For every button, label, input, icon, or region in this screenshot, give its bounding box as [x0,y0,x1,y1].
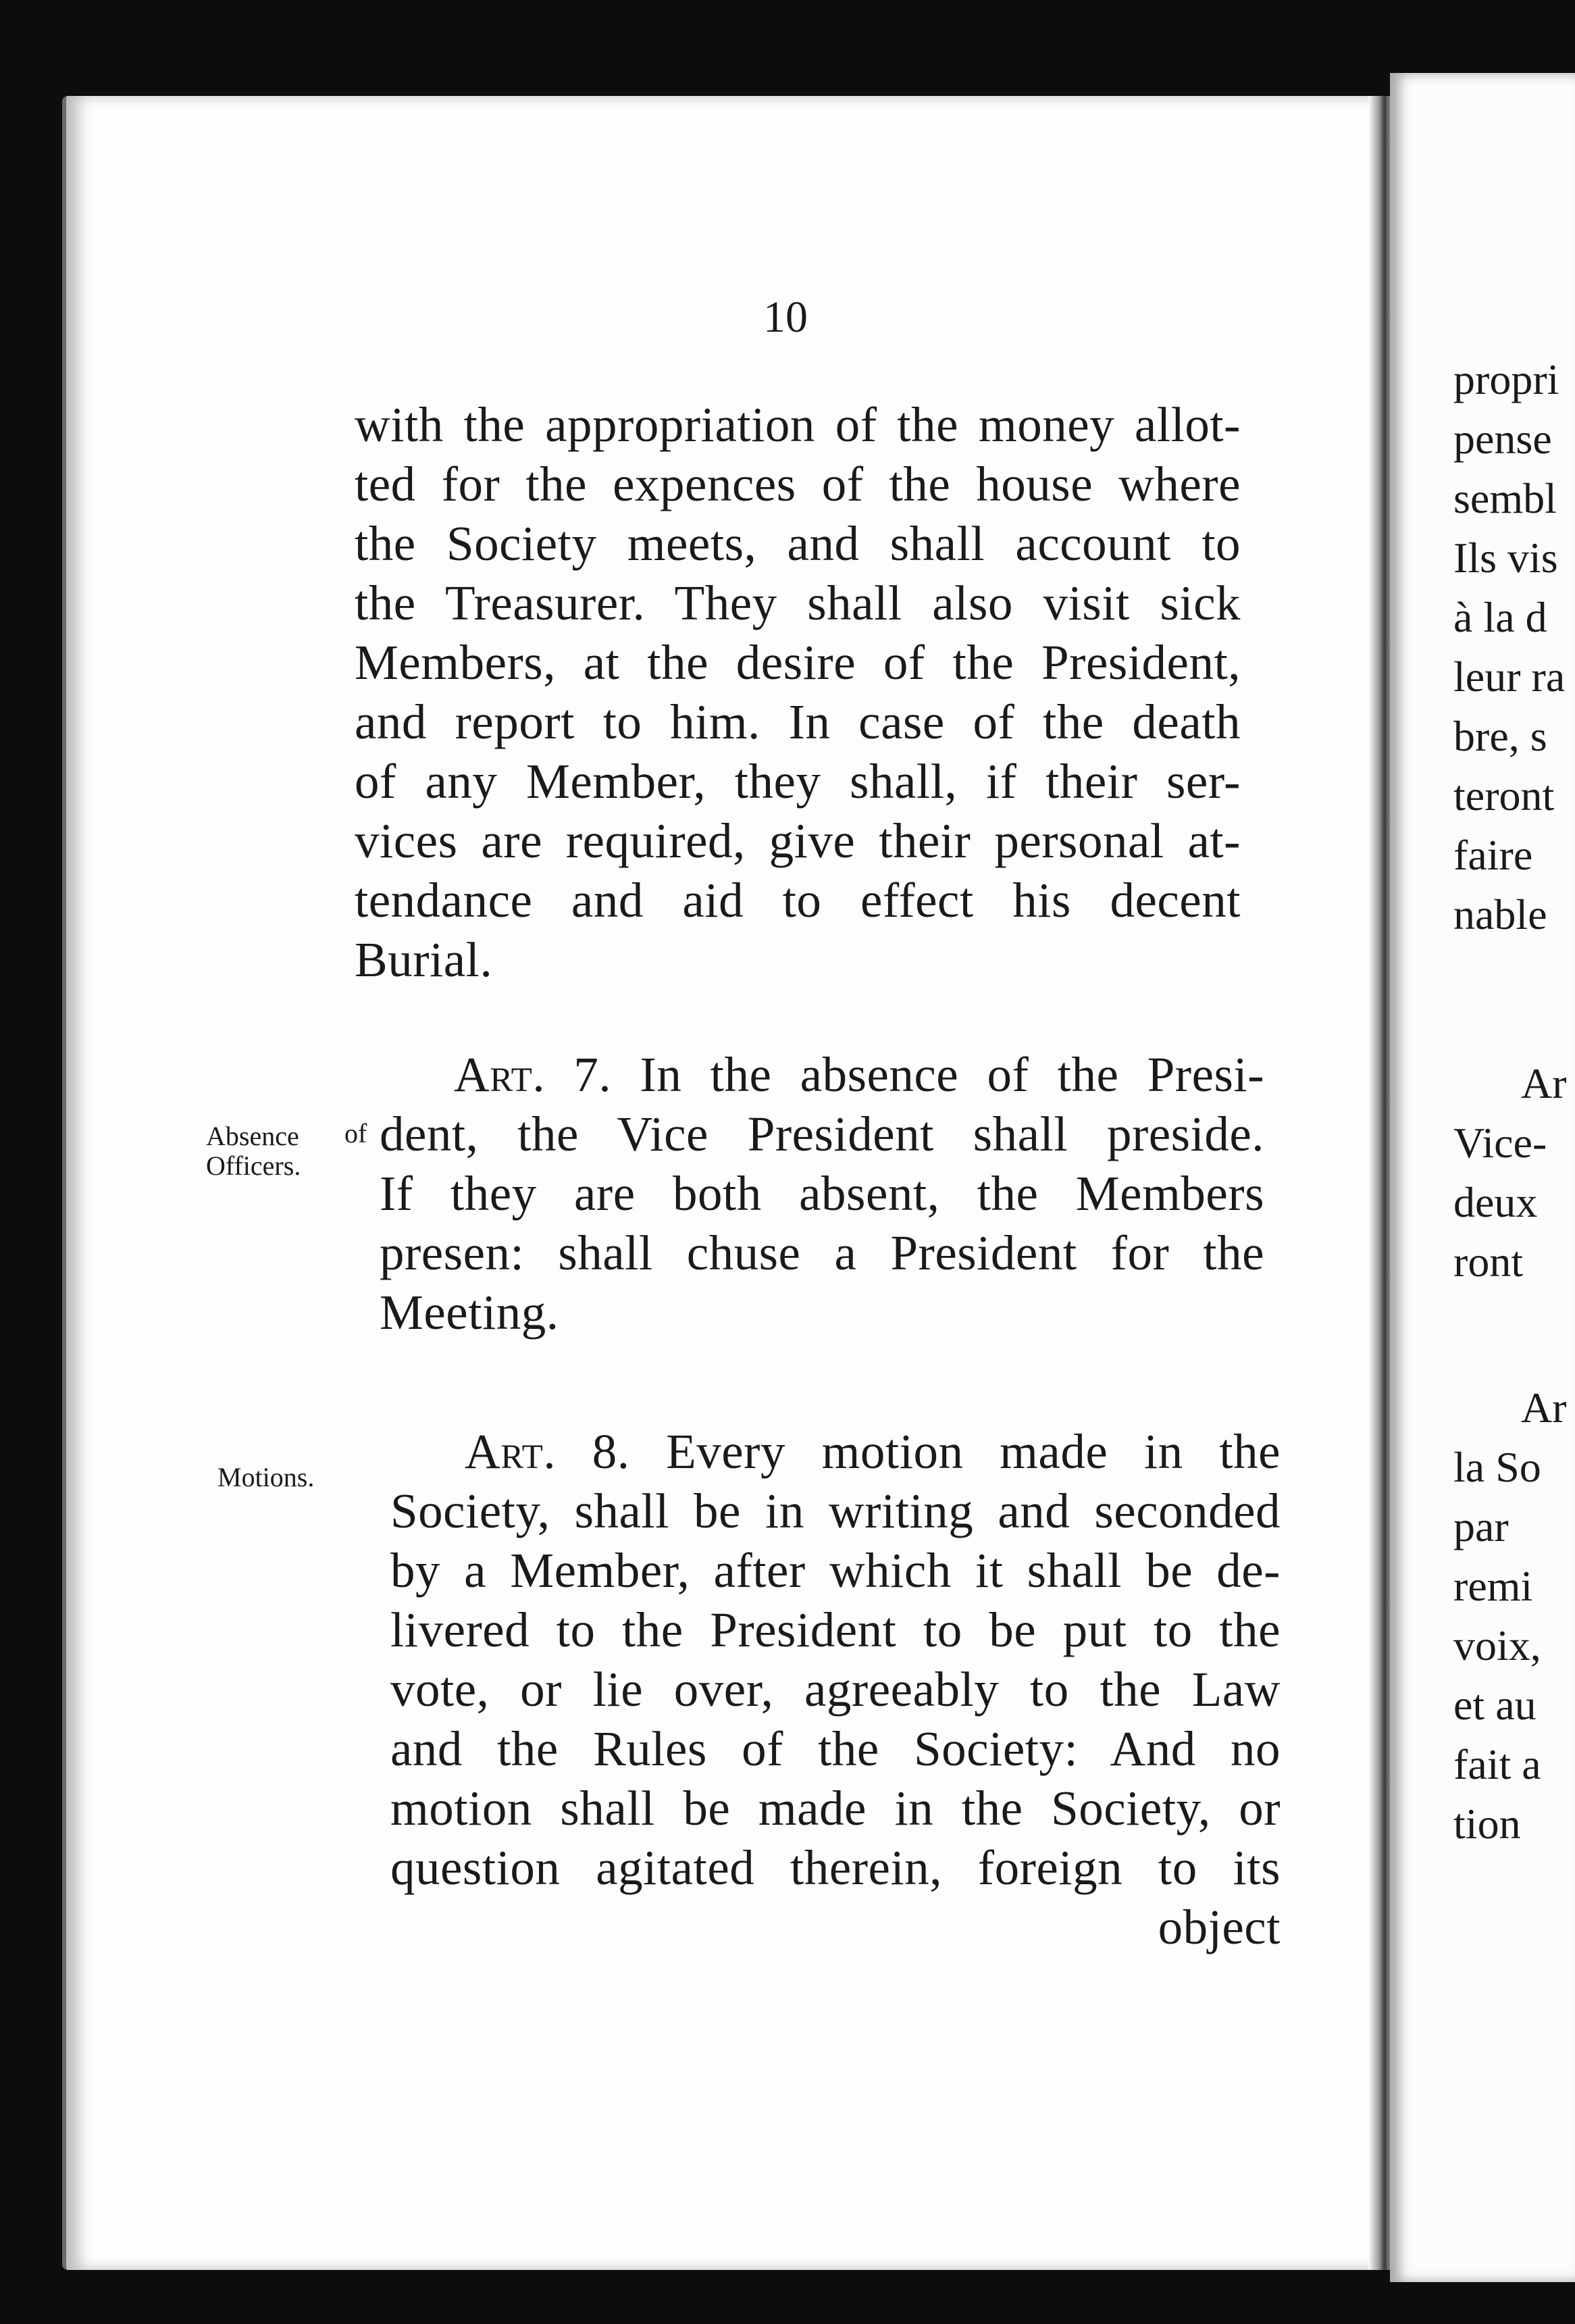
text-line: teront [1453,772,1555,819]
text-line: nable [1453,890,1547,938]
text-line: with the appropriation of the money allot- [355,397,1241,452]
text-line: ted for the expences of the house where [355,457,1241,511]
right-page-column-1 [1453,350,1565,944]
margin-note-of: of [344,1118,367,1148]
right-page-column-2 [1453,1054,1567,1292]
margin-note-motions: Motions. [217,1462,315,1492]
text-line: fait a [1453,1740,1541,1788]
text-line: Society, shall be in writing and seconded [390,1484,1281,1538]
text-line: leur ra [1453,653,1566,701]
text-line: of any Member, they shall, if their ser- [355,754,1241,809]
text-line: remi [1453,1562,1533,1610]
text-line: by a Member, after which it shall be de- [390,1543,1281,1598]
text-line: vices are required, give their personal at- [355,813,1241,868]
text-line: propri [1453,355,1559,403]
text-line: If they are both absent, the Members [380,1166,1264,1221]
text-line: Ar [1521,1059,1567,1107]
text-line: livered to the President to be put to the [390,1602,1281,1657]
text-line: Burial. [355,932,493,987]
text-line: the Society meets, and shall account to [355,516,1241,571]
text-fragment: Every motion made in the [666,1424,1281,1479]
text-line: the Treasurer. They shall also visit sick [355,576,1241,630]
article-first-line [390,1422,1281,1482]
margin-note-line: Absence [206,1121,299,1151]
article-label: Art. 7. [454,1047,612,1102]
text-line: Ils vis [1453,534,1558,582]
text-line: la So [1453,1443,1541,1491]
article-7 [380,1045,1264,1342]
text-line: and the Rules of the Society: And no [390,1721,1281,1776]
text-line: voix, [1453,1621,1541,1669]
text-line: à la d [1453,593,1547,641]
text-line: par [1453,1502,1509,1550]
text-line: Ar [1521,1384,1567,1432]
paragraph-continuation [355,395,1241,990]
margin-note-line: Officers. [206,1151,301,1181]
text-fragment: In the absence of the Presi- [640,1047,1265,1102]
article-8 [390,1422,1281,1957]
text-line: tendance and aid to effect his decent [355,873,1241,928]
page-number: 10 [763,293,808,342]
text-line: Members, at the desire of the President, [355,635,1241,690]
catchword: object [1158,1900,1281,1954]
text-line: sembl [1453,474,1557,522]
text-line: faire [1453,831,1533,879]
text-line: motion shall be made in the Society, or [390,1781,1281,1836]
text-line: ront [1453,1238,1524,1286]
text-line: Vice- [1453,1119,1547,1167]
text-line: dent, the Vice President shall preside. [380,1107,1264,1161]
text-line: bre, s [1453,712,1547,760]
text-line: tion [1453,1800,1521,1848]
text-line: and report to him. In case of the death [355,694,1241,749]
text-line: et au [1453,1681,1537,1729]
text-line: Meeting. [380,1285,559,1340]
text-line: vote, or lie over, agreeably to the Law [390,1662,1281,1717]
right-page-column-3 [1453,1378,1567,1854]
article-first-line [380,1045,1264,1105]
text-line: question agitated therein, foreign to its [390,1840,1281,1895]
text-line: deux [1453,1178,1538,1226]
article-label: Art. 8. [465,1424,630,1479]
margin-note-absence-officers [206,1118,375,1181]
text-line: pense [1453,415,1552,463]
text-line: presen: shall chuse a President for the [380,1226,1264,1280]
